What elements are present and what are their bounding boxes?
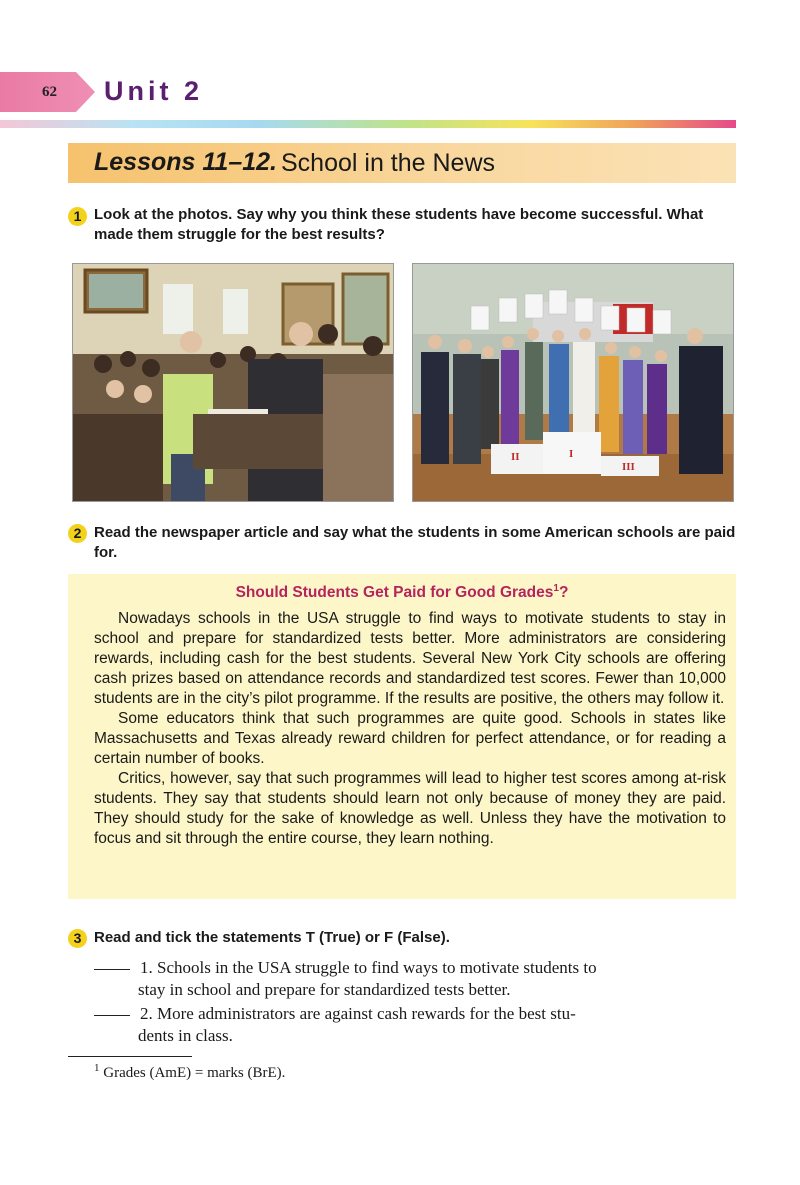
answer-blank-2[interactable] bbox=[94, 1015, 130, 1016]
statement-2-line-2: dents in class. bbox=[138, 1026, 233, 1045]
task-3-instruction: Read and tick the statements T (True) or F (False). bbox=[94, 929, 450, 946]
lesson-banner bbox=[68, 143, 736, 183]
task-3-badge: 3 bbox=[68, 929, 87, 948]
photo-award-ceremony bbox=[72, 263, 394, 502]
statement-2 bbox=[94, 1003, 736, 1047]
unit-title: Unit 2 bbox=[104, 76, 204, 106]
article-title-footnote-mark: 1 bbox=[553, 583, 559, 594]
statement-1 bbox=[94, 957, 736, 1001]
answer-blank-1[interactable] bbox=[94, 969, 130, 970]
task-1-instruction: Look at the photos. Say why you think these students have become successful. What made them struggle for the best results? bbox=[94, 206, 704, 243]
photo-podium-winners-image bbox=[413, 264, 733, 501]
footnote-text: Grades (AmE) = marks (BrE). bbox=[103, 1065, 286, 1081]
podium-label-second: II bbox=[511, 451, 520, 463]
article-body bbox=[94, 609, 726, 849]
article-title-end: ? bbox=[558, 584, 569, 602]
newspaper-article bbox=[68, 574, 736, 899]
article-title-text: Should Students Get Paid for Good Grades bbox=[235, 584, 554, 602]
task-2-instruction: Read the newspaper article and say what the students in some American schools are paid for. bbox=[94, 524, 736, 561]
task-2-badge: 2 bbox=[68, 524, 87, 543]
statement-2-line-1: 2. More administrators are against cash rewards for the best stu- bbox=[140, 1004, 576, 1023]
photo-award-ceremony-image bbox=[73, 264, 393, 501]
podium-label-third: III bbox=[622, 461, 635, 473]
footnote bbox=[94, 1062, 285, 1082]
statement-1-line-1: 1. Schools in the USA struggle to find ways to motivate students to bbox=[140, 958, 597, 977]
article-title bbox=[68, 583, 736, 602]
article-paragraph: Nowadays schools in the USA struggle to find ways to motivate students to stay in school and prepare for standardized tests better. More administrators are considering rewards, including cash for the best students. Several New York City schools are offering cash prizes based on attendance records and standardized test scores. Fewer than 10,000 students are in the city’s pilot programme. If the results are positive, the others may follow it. bbox=[94, 610, 726, 707]
statement-1-line-2: stay in school and prepare for standardized tests better. bbox=[138, 980, 511, 999]
footnote-divider bbox=[68, 1056, 192, 1057]
photo-podium-winners bbox=[412, 263, 734, 502]
footnote-mark: 1 bbox=[94, 1062, 100, 1074]
task-1-badge: 1 bbox=[68, 207, 87, 226]
podium-label-first: I bbox=[569, 448, 574, 460]
lesson-number: Lessons 11–12. bbox=[94, 148, 277, 176]
lesson-title: School in the News bbox=[281, 149, 496, 177]
header-color-bar bbox=[0, 120, 736, 128]
page-number: 62 bbox=[42, 84, 57, 100]
article-paragraph: Critics, however, say that such programmes will lead to higher test scores among at-risk students. They say that students should learn not only because of money they are paid. They should study for the sake of knowledge as well. Unless they have the motivation to focus and sit through the entire course, they learn nothing. bbox=[94, 770, 726, 847]
article-paragraph: Some educators think that such programmes are quite good. Schools in states like Massachusetts and Texas already reward children for perfect attendance, or for reading a certain number of books. bbox=[94, 710, 726, 767]
